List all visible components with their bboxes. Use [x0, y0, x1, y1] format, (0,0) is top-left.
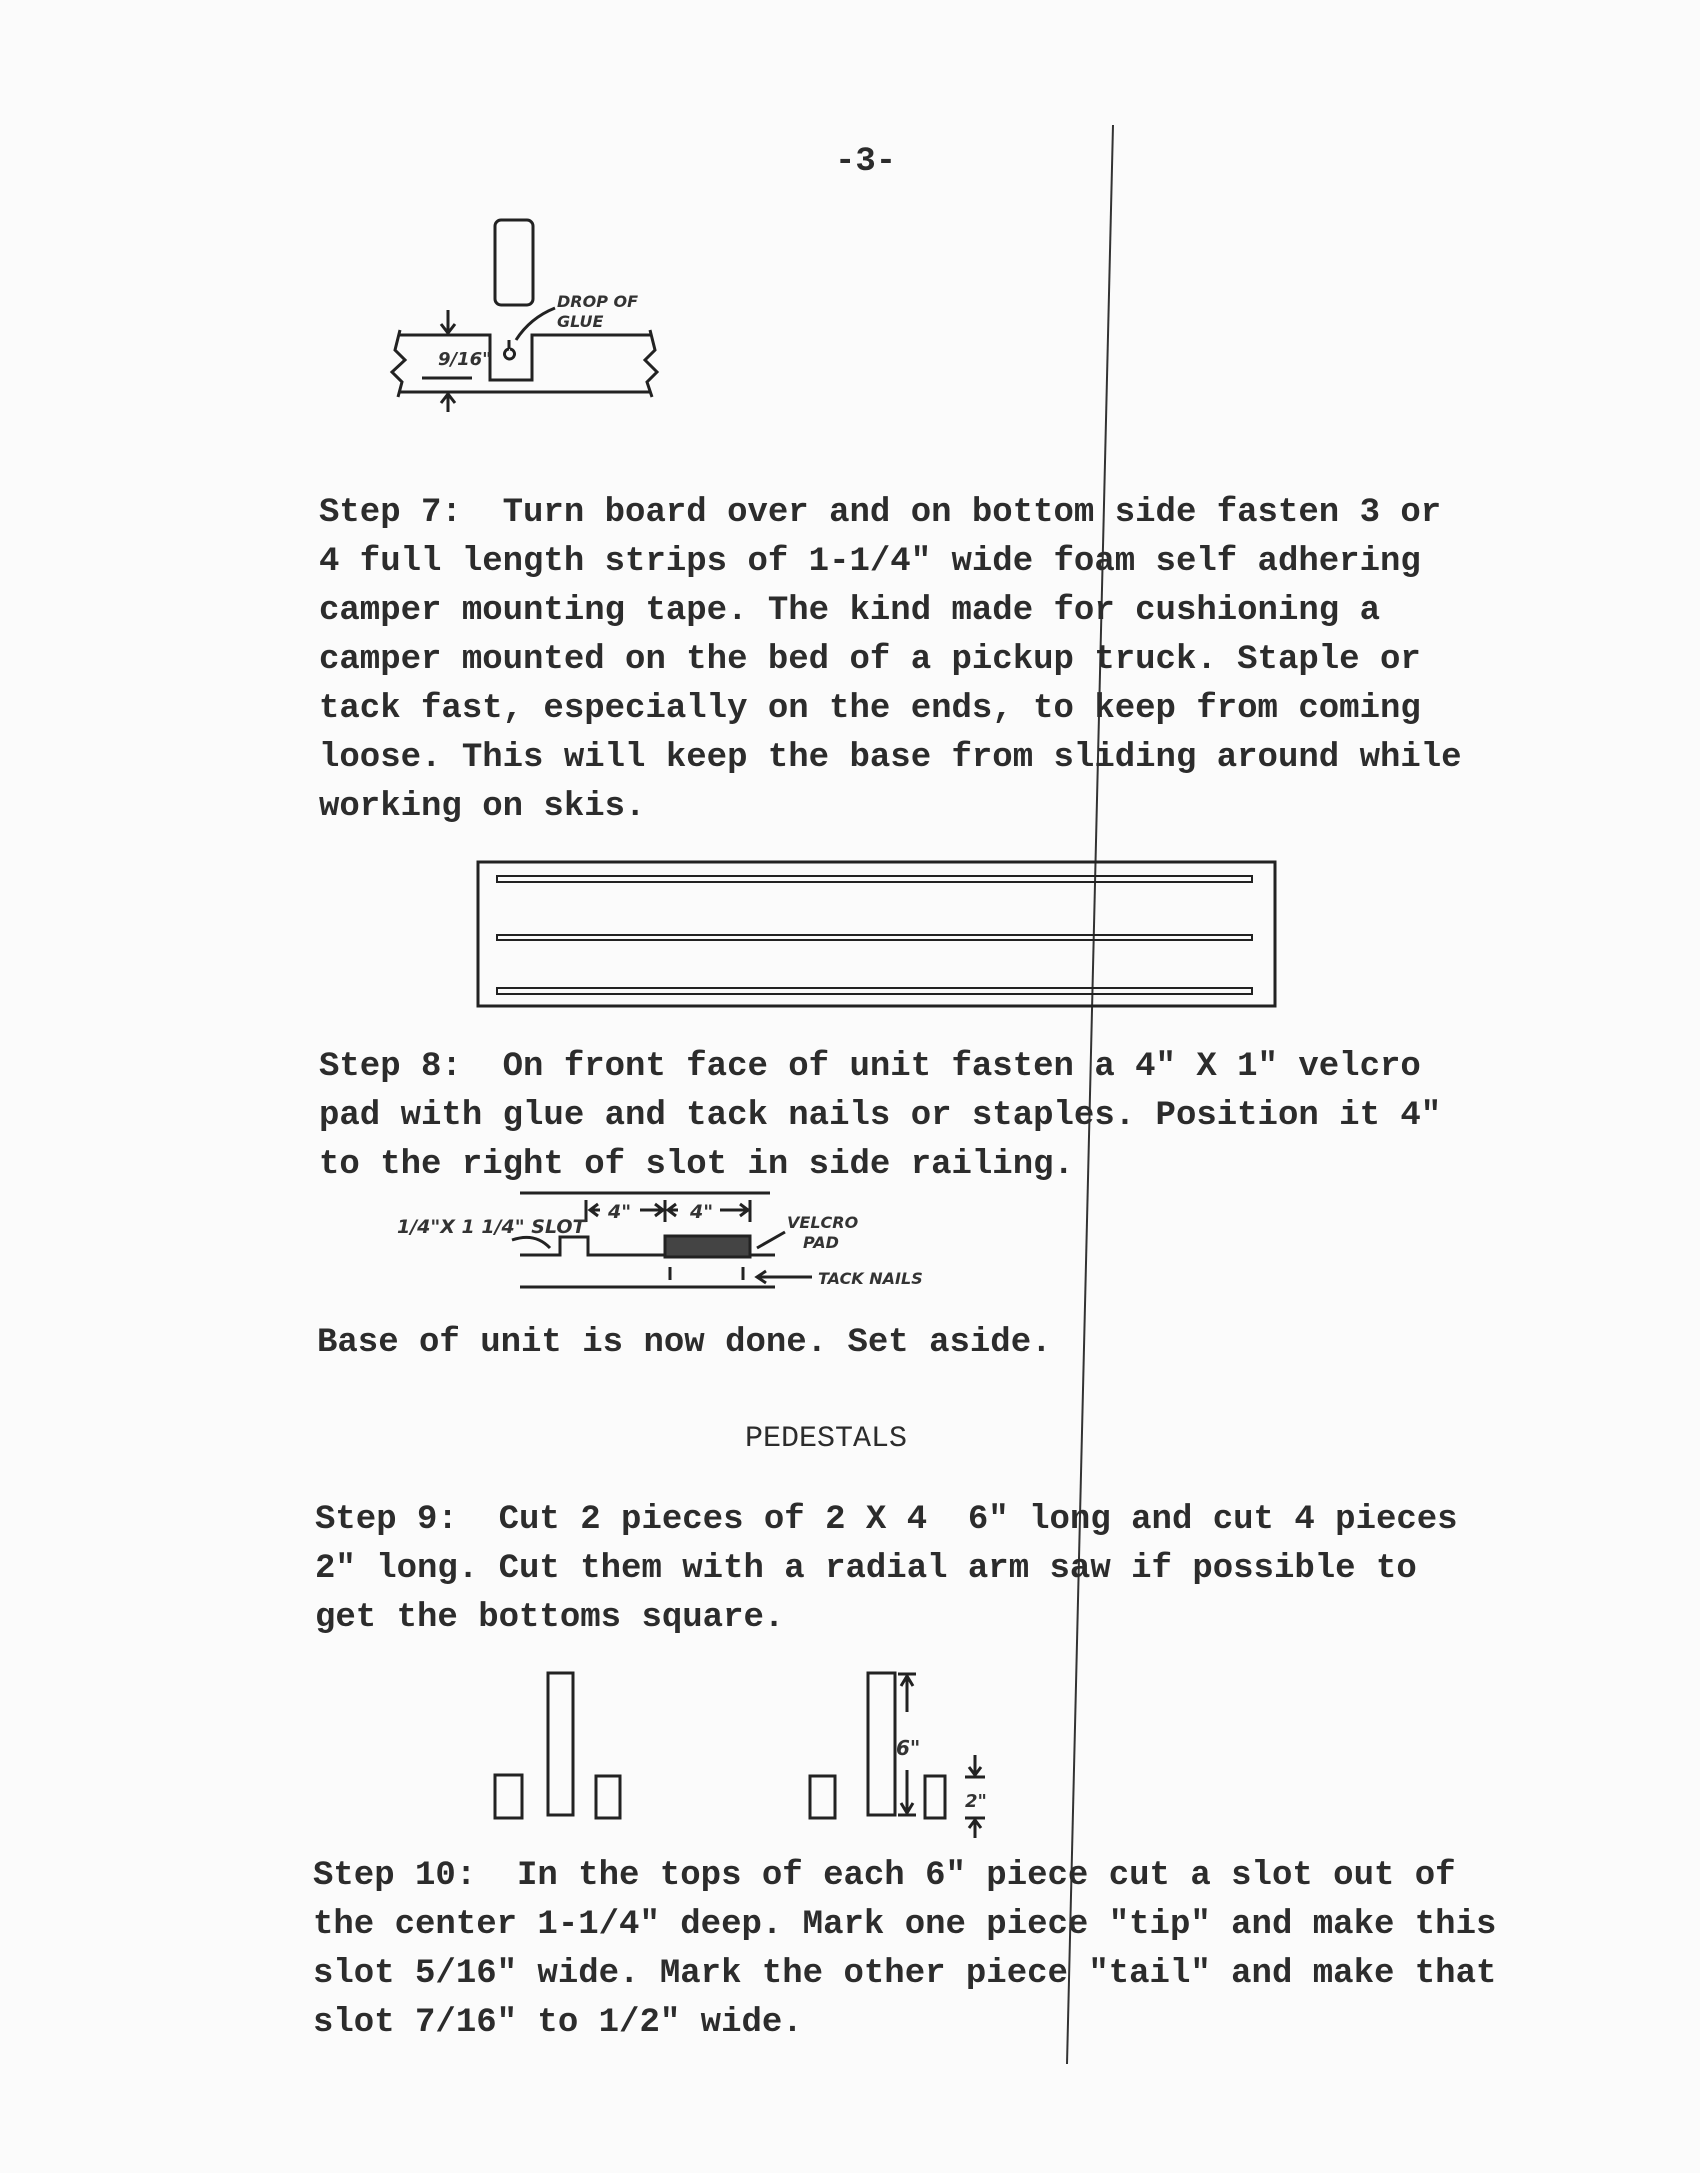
- section-title: PEDESTALS: [745, 1422, 908, 1456]
- dim-label-2: 4": [690, 1201, 714, 1223]
- glue-joint-figure: [392, 220, 657, 412]
- text-line: Step 10: In the tops of each 6" piece cut a slot out of: [313, 1857, 1456, 1895]
- board-underside-figure: [478, 862, 1275, 1006]
- rail-piece: [495, 220, 533, 305]
- velcro-label-1: VELCRO: [787, 1213, 859, 1232]
- slot-label: 1/4"X 1 1/4" SLOT: [397, 1216, 586, 1238]
- text-line: loose. This will keep the base from sliding around while: [319, 739, 1462, 777]
- foam-strip: [497, 988, 1252, 994]
- text-line: Step 8: On front face of unit fasten a 4" X 1" velcro: [319, 1048, 1421, 1086]
- text-line: 4 full length strips of 1-1/4" wide foam self adhering: [319, 543, 1421, 581]
- text-line: camper mounted on the bed of a pickup truck. Staple or: [319, 641, 1421, 679]
- text-line: Step 9: Cut 2 pieces of 2 X 4 6" long and cut 4 pieces: [315, 1501, 1458, 1539]
- base-done-text: Base of unit is now done. Set aside.: [317, 1324, 1052, 1362]
- step-10: [313, 1852, 1496, 2048]
- velcro-pad: [665, 1236, 750, 1257]
- text-line: the center 1-1/4" deep. Mark one piece "tip" and make this: [313, 1906, 1497, 1944]
- text-line: slot 5/16" wide. Mark the other piece "tail" and make that: [313, 1955, 1497, 1993]
- short-dim-label: 2": [965, 1791, 987, 1812]
- text-line: Step 7: Turn board over and on bottom side fasten 3 or: [319, 494, 1442, 532]
- step-8: [319, 1043, 1441, 1190]
- step-9: [315, 1496, 1458, 1643]
- pad-arrow: [757, 1232, 785, 1248]
- foam-strip: [497, 876, 1252, 882]
- text-line: working on skis.: [319, 788, 646, 826]
- text-line: tack fast, especially on the ends, to keep from coming: [319, 690, 1421, 728]
- text-line: slot 7/16" to 1/2" wide.: [313, 2004, 803, 2042]
- slot-arrow: [512, 1237, 550, 1248]
- tack-nails-label: TACK NAILS: [818, 1269, 923, 1288]
- text-line: 2" long. Cut them with a radial arm saw if possible to: [315, 1550, 1417, 1588]
- dim-label-1: 4": [608, 1201, 632, 1223]
- text-line: to the right of slot in side railing.: [319, 1146, 1074, 1184]
- text-line: camper mounting tape. The kind made for cushioning a: [319, 592, 1380, 630]
- break-mark-left: [392, 330, 405, 397]
- glue-label-1: DROP OF: [557, 292, 639, 311]
- velcro-label-2: PAD: [803, 1233, 839, 1252]
- text-line: get the bottoms square.: [315, 1599, 785, 1637]
- step-7: [319, 489, 1462, 832]
- tall-dim-label: 6": [896, 1736, 921, 1760]
- nails-arrow: [757, 1271, 812, 1283]
- glue-drop: [505, 340, 515, 359]
- glue-dim-label: 9/16": [438, 349, 492, 370]
- break-mark-right: [645, 330, 657, 397]
- text-line: pad with glue and tack nails or staples. Position it 4": [319, 1097, 1442, 1135]
- foam-strip: [497, 935, 1252, 940]
- page-number: -3-: [835, 143, 897, 181]
- velcro-figure: [512, 1193, 812, 1287]
- glue-label-2: GLUE: [557, 312, 604, 331]
